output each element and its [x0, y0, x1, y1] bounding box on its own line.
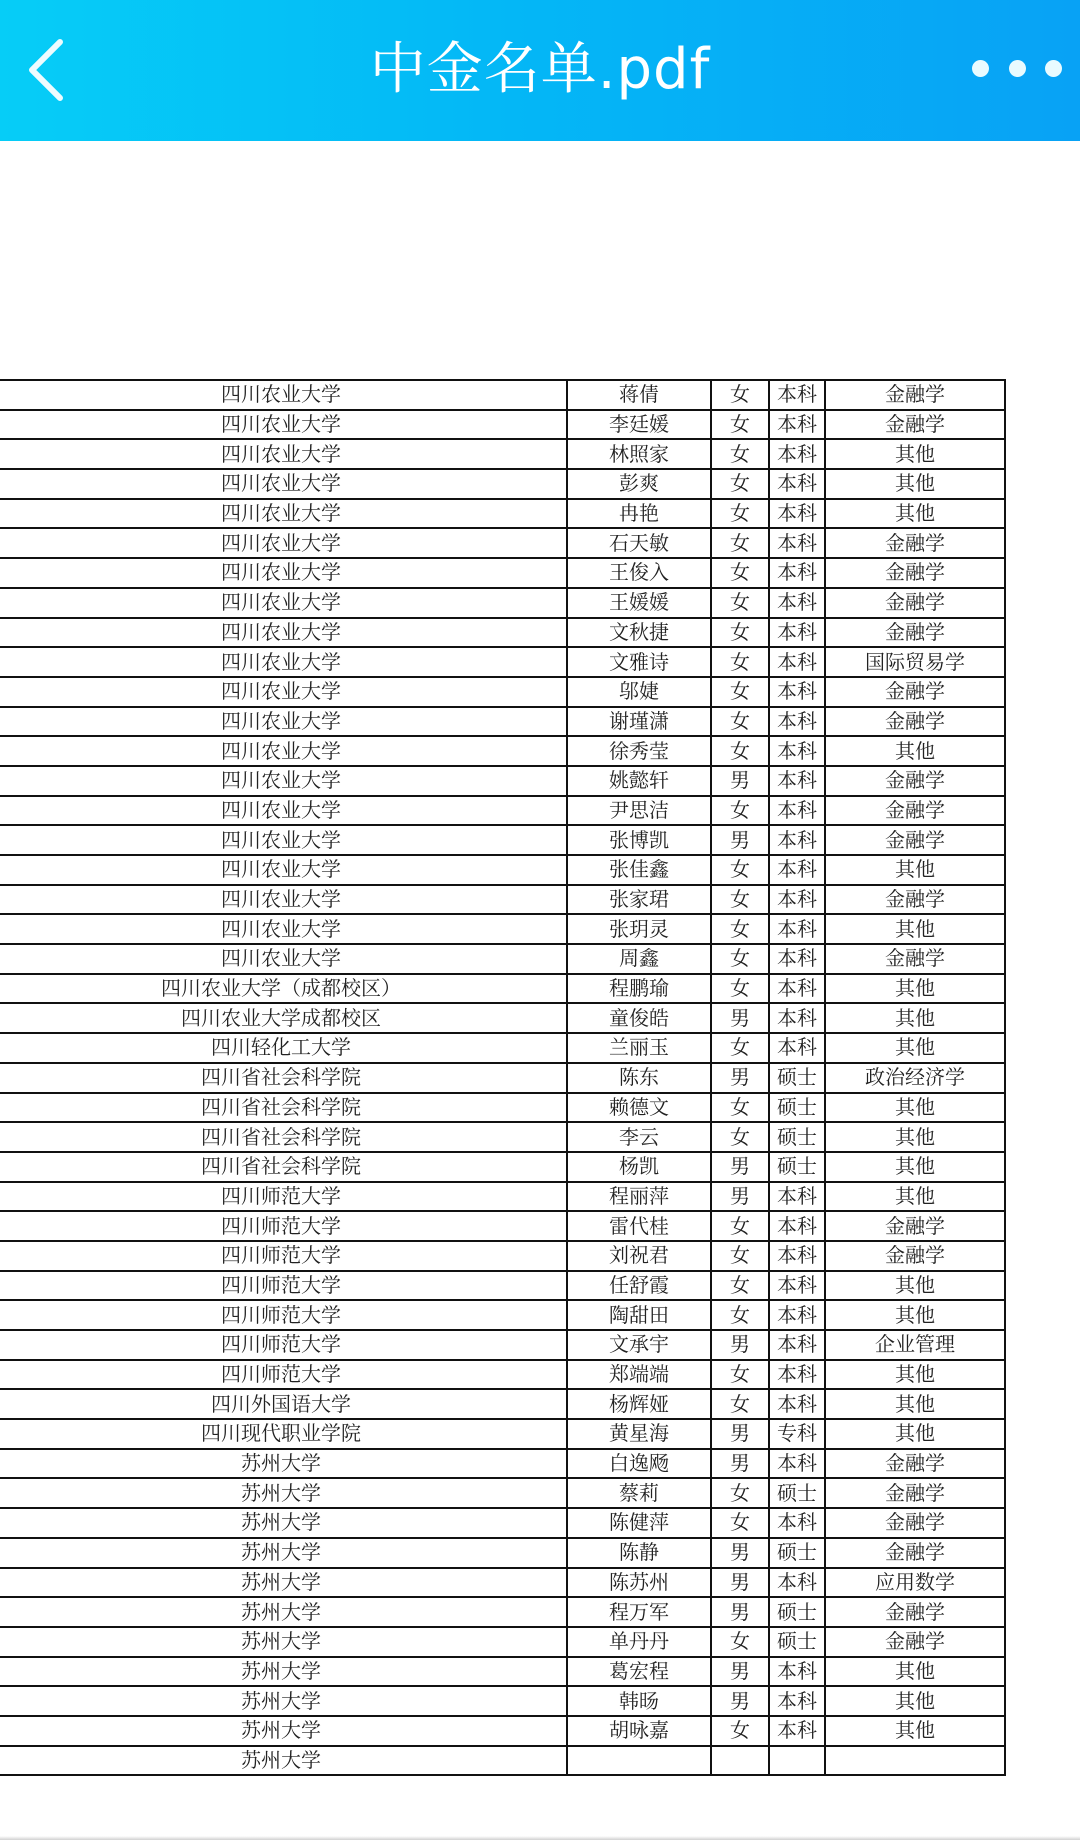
cell-school: 四川农业大学	[0, 558, 567, 588]
cell-name: 周鑫	[567, 944, 711, 974]
cell-major: 金融学	[825, 380, 1005, 410]
cell-major: 金融学	[825, 825, 1005, 855]
cell-degree: 硕士	[769, 1478, 825, 1508]
cell-school: 苏州大学	[0, 1686, 567, 1716]
cell-major: 金融学	[825, 707, 1005, 737]
cell-school: 四川农业大学	[0, 707, 567, 737]
cell-major: 金融学	[825, 588, 1005, 618]
cell-name: 陈健萍	[567, 1508, 711, 1538]
cell-gender: 女	[711, 944, 769, 974]
cell-name: 陶甜田	[567, 1300, 711, 1330]
cell-degree: 本科	[769, 1241, 825, 1271]
cell-gender: 女	[711, 380, 769, 410]
cell-school: 苏州大学	[0, 1478, 567, 1508]
cell-major: 其他	[825, 1360, 1005, 1390]
table-row	[0, 1508, 1005, 1538]
table-row	[0, 855, 1005, 885]
cell-gender: 女	[711, 528, 769, 558]
cell-school: 四川轻化工大学	[0, 1033, 567, 1063]
table-row	[0, 1330, 1005, 1360]
cell-degree: 本科	[769, 1449, 825, 1479]
cell-gender: 男	[711, 1152, 769, 1182]
cell-gender: 女	[711, 1271, 769, 1301]
cell-degree: 本科	[769, 380, 825, 410]
cell-major: 其他	[825, 1182, 1005, 1212]
table-row	[0, 439, 1005, 469]
cell-major: 金融学	[825, 944, 1005, 974]
table-row	[0, 1241, 1005, 1271]
cell-name: 陈静	[567, 1538, 711, 1568]
cell-name: 程丽萍	[567, 1182, 711, 1212]
cell-major: 金融学	[825, 410, 1005, 440]
cell-major: 金融学	[825, 796, 1005, 826]
cell-major: 其他	[825, 1300, 1005, 1330]
cell-gender: 女	[711, 1716, 769, 1746]
cell-degree: 本科	[769, 796, 825, 826]
cell-major: 其他	[825, 1122, 1005, 1152]
cell-name: 谢瑾潇	[567, 707, 711, 737]
cell-name	[567, 1746, 711, 1776]
table-row	[0, 1152, 1005, 1182]
cell-degree: 本科	[769, 855, 825, 885]
cell-name: 胡咏嘉	[567, 1716, 711, 1746]
cell-major: 其他	[825, 855, 1005, 885]
cell-degree	[769, 1746, 825, 1776]
cell-gender: 女	[711, 974, 769, 1004]
cell-gender: 男	[711, 1568, 769, 1598]
cell-degree: 本科	[769, 736, 825, 766]
cell-name: 蒋倩	[567, 380, 711, 410]
cell-school: 四川农业大学（成都校区）	[0, 974, 567, 1004]
cell-gender: 男	[711, 825, 769, 855]
roster-table	[0, 379, 1006, 1776]
cell-school: 四川农业大学	[0, 647, 567, 677]
table-row	[0, 1211, 1005, 1241]
cell-degree: 硕士	[769, 1152, 825, 1182]
cell-degree: 本科	[769, 1300, 825, 1330]
cell-name: 张佳鑫	[567, 855, 711, 885]
cell-name: 王俊入	[567, 558, 711, 588]
cell-degree: 硕士	[769, 1093, 825, 1123]
cell-degree: 本科	[769, 1389, 825, 1419]
table-row	[0, 558, 1005, 588]
cell-name: 冉艳	[567, 499, 711, 529]
cell-name: 郑端端	[567, 1360, 711, 1390]
cell-school: 四川农业大学	[0, 380, 567, 410]
cell-name: 张家珺	[567, 885, 711, 915]
cell-degree: 本科	[769, 825, 825, 855]
cell-school: 四川农业大学	[0, 885, 567, 915]
cell-name: 雷代桂	[567, 1211, 711, 1241]
cell-school: 四川农业大学	[0, 469, 567, 499]
table-row	[0, 618, 1005, 648]
pdf-viewer[interactable]	[0, 141, 1080, 1840]
cell-school: 四川农业大学	[0, 439, 567, 469]
cell-school: 四川省社会科学院	[0, 1152, 567, 1182]
cell-name: 程万军	[567, 1597, 711, 1627]
cell-major: 其他	[825, 1033, 1005, 1063]
cell-major: 企业管理	[825, 1330, 1005, 1360]
cell-name: 任舒霞	[567, 1271, 711, 1301]
cell-school: 四川农业大学	[0, 766, 567, 796]
cell-major: 政治经济学	[825, 1063, 1005, 1093]
table-row	[0, 974, 1005, 1004]
cell-degree: 本科	[769, 528, 825, 558]
cell-school: 四川师范大学	[0, 1241, 567, 1271]
cell-degree: 本科	[769, 558, 825, 588]
cell-gender: 女	[711, 677, 769, 707]
cell-school: 苏州大学	[0, 1657, 567, 1687]
cell-name: 王媛媛	[567, 588, 711, 618]
cell-degree: 本科	[769, 1508, 825, 1538]
cell-major: 金融学	[825, 1597, 1005, 1627]
table-row	[0, 885, 1005, 915]
cell-gender: 女	[711, 855, 769, 885]
cell-degree: 本科	[769, 1271, 825, 1301]
table-row	[0, 1478, 1005, 1508]
cell-degree: 本科	[769, 439, 825, 469]
table-row	[0, 1063, 1005, 1093]
dot	[1045, 60, 1062, 77]
cell-school: 苏州大学	[0, 1449, 567, 1479]
cell-school: 苏州大学	[0, 1746, 567, 1776]
cell-name: 李云	[567, 1122, 711, 1152]
cell-major: 金融学	[825, 558, 1005, 588]
cell-major: 其他	[825, 469, 1005, 499]
cell-major: 金融学	[825, 1508, 1005, 1538]
cell-school: 四川农业大学	[0, 796, 567, 826]
cell-school: 四川农业大学	[0, 736, 567, 766]
cell-degree: 本科	[769, 766, 825, 796]
cell-degree: 硕士	[769, 1627, 825, 1657]
cell-major: 其他	[825, 1003, 1005, 1033]
cell-major: 金融学	[825, 618, 1005, 648]
cell-school: 四川师范大学	[0, 1330, 567, 1360]
cell-degree: 本科	[769, 1033, 825, 1063]
table-row	[0, 1657, 1005, 1687]
cell-major: 金融学	[825, 1241, 1005, 1271]
cell-gender: 男	[711, 766, 769, 796]
cell-name: 李廷媛	[567, 410, 711, 440]
app-header	[0, 0, 1080, 141]
cell-gender: 男	[711, 1003, 769, 1033]
cell-degree: 本科	[769, 618, 825, 648]
table-row	[0, 1033, 1005, 1063]
cell-name: 彭爽	[567, 469, 711, 499]
cell-degree: 本科	[769, 974, 825, 1004]
cell-gender: 男	[711, 1686, 769, 1716]
cell-name: 文承宇	[567, 1330, 711, 1360]
cell-major: 金融学	[825, 1538, 1005, 1568]
cell-major: 金融学	[825, 1449, 1005, 1479]
cell-name: 葛宏程	[567, 1657, 711, 1687]
chevron-left-icon	[18, 30, 78, 110]
cell-degree: 本科	[769, 1211, 825, 1241]
cell-name: 陈东	[567, 1063, 711, 1093]
cell-degree: 本科	[769, 588, 825, 618]
cell-degree: 本科	[769, 707, 825, 737]
cell-major: 其他	[825, 1271, 1005, 1301]
table-row	[0, 1360, 1005, 1390]
cell-name: 林照家	[567, 439, 711, 469]
table-row	[0, 1449, 1005, 1479]
cell-gender	[711, 1746, 769, 1776]
cell-major: 金融学	[825, 528, 1005, 558]
cell-gender: 男	[711, 1182, 769, 1212]
table-row	[0, 380, 1005, 410]
cell-school: 苏州大学	[0, 1627, 567, 1657]
table-row	[0, 1003, 1005, 1033]
cell-gender: 女	[711, 1211, 769, 1241]
cell-name: 尹思洁	[567, 796, 711, 826]
cell-gender: 男	[711, 1449, 769, 1479]
cell-degree: 本科	[769, 914, 825, 944]
cell-gender: 女	[711, 558, 769, 588]
cell-degree: 硕士	[769, 1063, 825, 1093]
cell-school: 四川师范大学	[0, 1360, 567, 1390]
cell-major: 金融学	[825, 1478, 1005, 1508]
cell-school: 四川农业大学	[0, 855, 567, 885]
cell-name: 杨辉娅	[567, 1389, 711, 1419]
roster-table-body	[0, 380, 1005, 1775]
table-row	[0, 410, 1005, 440]
cell-name: 单丹丹	[567, 1627, 711, 1657]
cell-gender: 女	[711, 439, 769, 469]
cell-major: 金融学	[825, 766, 1005, 796]
cell-name: 兰丽玉	[567, 1033, 711, 1063]
table-row	[0, 1419, 1005, 1449]
cell-degree: 本科	[769, 1003, 825, 1033]
document-title: 中金名单.pdf	[369, 37, 711, 102]
table-row	[0, 944, 1005, 974]
cell-gender: 女	[711, 410, 769, 440]
table-row	[0, 1597, 1005, 1627]
cell-degree: 本科	[769, 647, 825, 677]
table-row	[0, 736, 1005, 766]
more-horizontal-icon	[972, 60, 1062, 77]
cell-name: 刘祝君	[567, 1241, 711, 1271]
cell-name: 陈苏州	[567, 1568, 711, 1598]
cell-name: 文雅诗	[567, 647, 711, 677]
cell-gender: 女	[711, 1389, 769, 1419]
cell-name: 杨凯	[567, 1152, 711, 1182]
cell-school: 四川外国语大学	[0, 1389, 567, 1419]
table-row	[0, 528, 1005, 558]
cell-name: 蔡莉	[567, 1478, 711, 1508]
cell-gender: 女	[711, 588, 769, 618]
cell-gender: 女	[711, 1033, 769, 1063]
table-row	[0, 707, 1005, 737]
cell-major: 其他	[825, 914, 1005, 944]
cell-major: 其他	[825, 499, 1005, 529]
cell-degree: 本科	[769, 410, 825, 440]
cell-degree: 本科	[769, 1360, 825, 1390]
cell-gender: 女	[711, 1122, 769, 1152]
cell-gender: 女	[711, 1627, 769, 1657]
cell-name: 韩旸	[567, 1686, 711, 1716]
cell-gender: 女	[711, 796, 769, 826]
cell-degree: 硕士	[769, 1122, 825, 1152]
cell-gender: 女	[711, 647, 769, 677]
cell-school: 苏州大学	[0, 1597, 567, 1627]
cell-major: 国际贸易学	[825, 647, 1005, 677]
cell-gender: 女	[711, 1093, 769, 1123]
table-row	[0, 1122, 1005, 1152]
cell-major: 其他	[825, 1093, 1005, 1123]
table-row	[0, 825, 1005, 855]
table-row	[0, 1093, 1005, 1123]
table-row	[0, 588, 1005, 618]
cell-degree: 本科	[769, 1182, 825, 1212]
table-row	[0, 1271, 1005, 1301]
back-button[interactable]	[18, 30, 78, 110]
cell-gender: 女	[711, 707, 769, 737]
cell-name: 白逸飏	[567, 1449, 711, 1479]
cell-gender: 男	[711, 1063, 769, 1093]
table-row	[0, 1182, 1005, 1212]
cell-degree: 本科	[769, 1657, 825, 1687]
cell-school: 四川农业大学	[0, 677, 567, 707]
cell-school: 四川省社会科学院	[0, 1063, 567, 1093]
cell-school: 四川农业大学成都校区	[0, 1003, 567, 1033]
cell-gender: 女	[711, 1478, 769, 1508]
cell-major: 其他	[825, 1686, 1005, 1716]
cell-major: 其他	[825, 736, 1005, 766]
cell-school: 苏州大学	[0, 1716, 567, 1746]
cell-name: 童俊皓	[567, 1003, 711, 1033]
cell-major: 其他	[825, 974, 1005, 1004]
cell-school: 四川农业大学	[0, 618, 567, 648]
cell-gender: 男	[711, 1538, 769, 1568]
cell-name: 文秋捷	[567, 618, 711, 648]
cell-school: 四川师范大学	[0, 1211, 567, 1241]
cell-school: 四川农业大学	[0, 825, 567, 855]
bottom-edge-shadow	[0, 1836, 1080, 1840]
cell-major: 其他	[825, 1657, 1005, 1687]
cell-gender: 男	[711, 1419, 769, 1449]
table-row	[0, 1686, 1005, 1716]
cell-degree: 硕士	[769, 1597, 825, 1627]
cell-degree: 本科	[769, 944, 825, 974]
cell-major	[825, 1746, 1005, 1776]
cell-gender: 女	[711, 1300, 769, 1330]
cell-major: 其他	[825, 1419, 1005, 1449]
cell-major: 其他	[825, 1716, 1005, 1746]
cell-degree: 本科	[769, 1716, 825, 1746]
cell-gender: 女	[711, 499, 769, 529]
cell-degree: 本科	[769, 1330, 825, 1360]
dot	[1009, 60, 1026, 77]
cell-degree: 本科	[769, 885, 825, 915]
table-row	[0, 766, 1005, 796]
dot	[972, 60, 989, 77]
cell-degree: 本科	[769, 499, 825, 529]
cell-school: 四川师范大学	[0, 1300, 567, 1330]
cell-name: 黄星海	[567, 1419, 711, 1449]
table-row	[0, 499, 1005, 529]
cell-gender: 男	[711, 1657, 769, 1687]
cell-name: 邬婕	[567, 677, 711, 707]
cell-gender: 女	[711, 1508, 769, 1538]
cell-degree: 硕士	[769, 1538, 825, 1568]
cell-school: 苏州大学	[0, 1568, 567, 1598]
cell-name: 张博凯	[567, 825, 711, 855]
cell-degree: 专科	[769, 1419, 825, 1449]
cell-school: 四川农业大学	[0, 944, 567, 974]
more-options-button[interactable]	[972, 48, 1062, 88]
cell-name: 石天敏	[567, 528, 711, 558]
table-row	[0, 914, 1005, 944]
cell-degree: 本科	[769, 1568, 825, 1598]
cell-school: 苏州大学	[0, 1538, 567, 1568]
cell-school: 四川农业大学	[0, 914, 567, 944]
cell-major: 金融学	[825, 1211, 1005, 1241]
cell-gender: 女	[711, 885, 769, 915]
cell-degree: 本科	[769, 469, 825, 499]
table-row	[0, 647, 1005, 677]
cell-name: 张玥灵	[567, 914, 711, 944]
cell-school: 四川省社会科学院	[0, 1122, 567, 1152]
cell-degree: 本科	[769, 677, 825, 707]
cell-major: 其他	[825, 1152, 1005, 1182]
cell-major: 其他	[825, 1389, 1005, 1419]
table-row	[0, 1389, 1005, 1419]
table-row	[0, 677, 1005, 707]
cell-school: 四川师范大学	[0, 1271, 567, 1301]
cell-major: 金融学	[825, 1627, 1005, 1657]
cell-school: 四川省社会科学院	[0, 1093, 567, 1123]
cell-name: 程鹏瑜	[567, 974, 711, 1004]
table-row	[0, 1300, 1005, 1330]
cell-school: 苏州大学	[0, 1508, 567, 1538]
cell-school: 四川农业大学	[0, 499, 567, 529]
cell-school: 四川农业大学	[0, 410, 567, 440]
cell-school: 四川农业大学	[0, 588, 567, 618]
cell-gender: 女	[711, 736, 769, 766]
cell-gender: 女	[711, 1360, 769, 1390]
cell-major: 应用数学	[825, 1568, 1005, 1598]
cell-school: 四川农业大学	[0, 528, 567, 558]
table-row	[0, 1538, 1005, 1568]
cell-name: 徐秀莹	[567, 736, 711, 766]
cell-school: 四川现代职业学院	[0, 1419, 567, 1449]
table-row	[0, 1627, 1005, 1657]
table-row	[0, 1746, 1005, 1776]
cell-gender: 女	[711, 469, 769, 499]
cell-gender: 女	[711, 914, 769, 944]
cell-name: 赖德文	[567, 1093, 711, 1123]
cell-major: 金融学	[825, 677, 1005, 707]
cell-gender: 男	[711, 1597, 769, 1627]
table-row	[0, 1568, 1005, 1598]
table-row	[0, 796, 1005, 826]
cell-school: 四川师范大学	[0, 1182, 567, 1212]
cell-name: 姚懿轩	[567, 766, 711, 796]
table-row	[0, 469, 1005, 499]
cell-major: 其他	[825, 439, 1005, 469]
cell-gender: 女	[711, 618, 769, 648]
table-row	[0, 1716, 1005, 1746]
cell-degree: 本科	[769, 1686, 825, 1716]
cell-major: 金融学	[825, 885, 1005, 915]
cell-gender: 女	[711, 1241, 769, 1271]
cell-gender: 男	[711, 1330, 769, 1360]
